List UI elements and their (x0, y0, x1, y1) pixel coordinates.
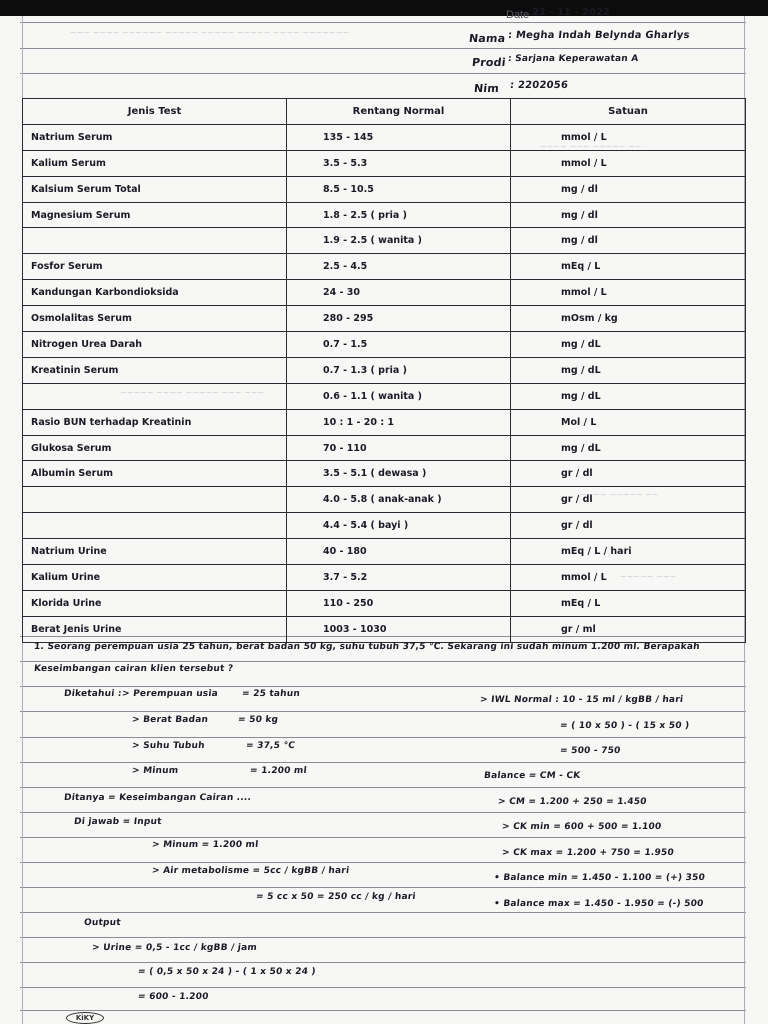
date-label: Date (506, 9, 530, 21)
output-calc-line: = 600 - 1.200 (137, 992, 210, 1002)
ruled-line (20, 912, 746, 913)
unit-cell: mEq / L (511, 254, 746, 280)
ruled-line (20, 686, 746, 687)
ruled-line (20, 862, 746, 863)
ruled-line (20, 48, 746, 49)
table-row (23, 565, 746, 591)
ruled-line (20, 711, 746, 712)
known-key: > Perempuan usia (121, 689, 219, 699)
table-header-cell: Satuan (511, 99, 746, 125)
range-cell: 1003 - 1030 (287, 616, 511, 642)
cm-calc-line: > CM = 1.200 + 250 = 1.450 (497, 797, 648, 807)
input-minum-line: > Minum = 1.200 ml (151, 840, 259, 850)
known-key: > Suhu Tubuh (131, 741, 206, 751)
table-row (23, 461, 746, 487)
table-row (23, 590, 746, 616)
dijawab-line: Di jawab = Input (73, 817, 163, 827)
unit-cell: mEq / L (511, 590, 746, 616)
table-row (23, 616, 746, 642)
unit-cell: gr / ml (511, 616, 746, 642)
ruled-line (20, 887, 746, 888)
table-row (23, 435, 746, 461)
ruled-line (20, 22, 746, 23)
range-cell: 3.5 - 5.1 ( dewasa ) (287, 461, 511, 487)
range-cell: 70 - 110 (287, 435, 511, 461)
unit-cell: mg / dl (511, 202, 746, 228)
known-key: > Berat Badan (131, 715, 209, 725)
air-metabolisme-calc: = 5 cc x 50 = 250 cc / kg / hari (255, 892, 417, 902)
date-value: 21 - 11 - 2022 (532, 7, 610, 18)
table-row (23, 357, 746, 383)
ck-max-line: > CK max = 1.200 + 750 = 1.950 (501, 848, 675, 858)
lab-reference-table (22, 98, 746, 643)
test-name-cell: Klorida Urine (23, 590, 287, 616)
table-row (23, 280, 746, 306)
test-name-cell (23, 383, 287, 409)
unit-cell: mmol / L (511, 124, 746, 150)
table-row (23, 539, 746, 565)
ditanya-line: Ditanya = Keseimbangan Cairan .... (63, 793, 252, 803)
ruled-line (20, 962, 746, 963)
bleed-through-text: ~~~~ ~~~~~ ~~ (580, 490, 659, 499)
test-name-cell: Rasio BUN terhadap Kreatinin (23, 409, 287, 435)
range-cell: 0.7 - 1.3 ( pria ) (287, 357, 511, 383)
known-key: > Minum (131, 766, 179, 776)
ruled-line (20, 762, 746, 763)
iwl-calc-line: = 500 - 750 (559, 746, 621, 756)
unit-cell: mEq / L / hari (511, 539, 746, 565)
table-row (23, 150, 746, 176)
test-name-cell (23, 228, 287, 254)
ruled-line (20, 987, 746, 988)
range-cell: 0.6 - 1.1 ( wanita ) (287, 383, 511, 409)
test-name-cell: Kalium Serum (23, 150, 287, 176)
test-name-cell: Glukosa Serum (23, 435, 287, 461)
test-name-cell: Berat Jenis Urine (23, 616, 287, 642)
unit-cell: Mol / L (511, 409, 746, 435)
bleed-through-text: ~~~ ~~~~ ~~~~~~ ~~~~~ ~~~~~ ~~~~~ ~~~~ ~~~~~~~ (70, 28, 350, 37)
bleed-through-text: ~~~~~ ~~~ (620, 572, 677, 581)
range-cell: 2.5 - 4.5 (287, 254, 511, 280)
question-line-2: Keseimbangan cairan klien tersebut ? (33, 664, 234, 674)
table-header-row (23, 99, 746, 125)
table-row (23, 383, 746, 409)
unit-cell: mg / dL (511, 332, 746, 358)
balance-min-line: • Balance min = 1.450 - 1.100 = (+) 350 (493, 873, 706, 883)
range-cell: 1.8 - 2.5 ( pria ) (287, 202, 511, 228)
range-cell: 10 : 1 - 20 : 1 (287, 409, 511, 435)
range-cell: 110 - 250 (287, 590, 511, 616)
prodi-label: Prodi (471, 56, 507, 69)
test-name-cell (23, 513, 287, 539)
prodi-value: : Sarjana Keperawatan A (507, 54, 639, 64)
nama-label: Nama (468, 32, 507, 45)
table-row (23, 306, 746, 332)
unit-cell: gr / dl (511, 461, 746, 487)
test-name-cell: Nitrogen Urea Darah (23, 332, 287, 358)
notebook-brand-logo: KiKY (66, 1012, 104, 1024)
table-row (23, 332, 746, 358)
ruled-line (20, 787, 746, 788)
ruled-line (20, 737, 746, 738)
diketahui-label: Diketahui : (63, 689, 123, 699)
output-calc-line: = ( 0,5 x 50 x 24 ) - ( 1 x 50 x 24 ) (137, 967, 317, 977)
nama-value: : Megha Indah Belynda Gharlys (507, 30, 691, 41)
unit-cell: mg / dL (511, 383, 746, 409)
question-line-1: 1. Seorang perempuan usia 25 tahun, berat badan 50 kg, suhu tubuh 37,5 °C. Sekarang ini sudah minum 1.200 ml. Berapakah (33, 642, 701, 652)
known-value: = 50 kg (237, 715, 279, 725)
output-urine-line: > Urine = 0,5 - 1cc / kgBB / jam (91, 943, 258, 953)
range-cell: 8.5 - 10.5 (287, 176, 511, 202)
unit-cell: mg / dl (511, 176, 746, 202)
nim-value: : 2202056 (509, 80, 569, 91)
output-label: Output (83, 918, 122, 928)
table-header-cell: Jenis Test (23, 99, 287, 125)
unit-cell: mg / dL (511, 435, 746, 461)
known-value: = 25 tahun (241, 689, 301, 699)
range-cell: 280 - 295 (287, 306, 511, 332)
table-row (23, 228, 746, 254)
ruled-line (20, 937, 746, 938)
known-value: = 1.200 ml (249, 766, 308, 776)
ruled-line (20, 837, 746, 838)
camera-top-edge (0, 0, 768, 16)
table-row (23, 202, 746, 228)
test-name-cell (23, 487, 287, 513)
unit-cell: mg / dl (511, 228, 746, 254)
unit-cell: mg / dL (511, 357, 746, 383)
range-cell: 4.0 - 5.8 ( anak-anak ) (287, 487, 511, 513)
test-name-cell: Osmolalitas Serum (23, 306, 287, 332)
test-name-cell: Albumin Serum (23, 461, 287, 487)
ruled-line (20, 812, 746, 813)
bleed-through-text: ~~~~~ ~~~~ ~~~~~ ~~~ ~~~ (120, 388, 265, 397)
ruled-line (20, 73, 746, 74)
table-row (23, 254, 746, 280)
bleed-through-text: ~~~~ ~~~ ~~~~~ ~~ (540, 142, 642, 151)
test-name-cell: Kalsium Serum Total (23, 176, 287, 202)
unit-cell: gr / dl (511, 513, 746, 539)
air-metabolisme-line: > Air metabolisme = 5cc / kgBB / hari (151, 866, 350, 876)
table-row (23, 487, 746, 513)
table-row (23, 513, 746, 539)
known-value: = 37,5 °C (245, 741, 296, 751)
table-row (23, 409, 746, 435)
unit-cell: mmol / L (511, 150, 746, 176)
range-cell: 40 - 180 (287, 539, 511, 565)
nim-label: Nim (473, 82, 500, 95)
unit-cell: mmol / L (511, 280, 746, 306)
test-name-cell: Natrium Serum (23, 124, 287, 150)
range-cell: 135 - 145 (287, 124, 511, 150)
range-cell: 3.7 - 5.2 (287, 565, 511, 591)
table-row (23, 176, 746, 202)
test-name-cell: Kandungan Karbondioksida (23, 280, 287, 306)
range-cell: 0.7 - 1.5 (287, 332, 511, 358)
balance-formula: Balance = CM - CK (483, 771, 581, 781)
range-cell: 3.5 - 5.3 (287, 150, 511, 176)
ruled-line (20, 1010, 746, 1011)
test-name-cell: Kreatinin Serum (23, 357, 287, 383)
ruled-line (20, 661, 746, 662)
test-name-cell: Fosfor Serum (23, 254, 287, 280)
range-cell: 4.4 - 5.4 ( bayi ) (287, 513, 511, 539)
test-name-cell: Natrium Urine (23, 539, 287, 565)
unit-cell: gr / dl (511, 487, 746, 513)
range-cell: 1.9 - 2.5 ( wanita ) (287, 228, 511, 254)
balance-max-line: • Balance max = 1.450 - 1.950 = (-) 500 (493, 899, 704, 909)
table-header-cell: Rentang Normal (287, 99, 511, 125)
test-name-cell: Magnesium Serum (23, 202, 287, 228)
table-row (23, 124, 746, 150)
iwl-normal-line: > IWL Normal : 10 - 15 ml / kgBB / hari (479, 695, 684, 705)
range-cell: 24 - 30 (287, 280, 511, 306)
iwl-calc-line: = ( 10 x 50 ) - ( 15 x 50 ) (559, 721, 690, 731)
unit-cell: mmol / L (511, 565, 746, 591)
ck-min-line: > CK min = 600 + 500 = 1.100 (501, 822, 662, 832)
test-name-cell: Kalium Urine (23, 565, 287, 591)
unit-cell: mOsm / kg (511, 306, 746, 332)
